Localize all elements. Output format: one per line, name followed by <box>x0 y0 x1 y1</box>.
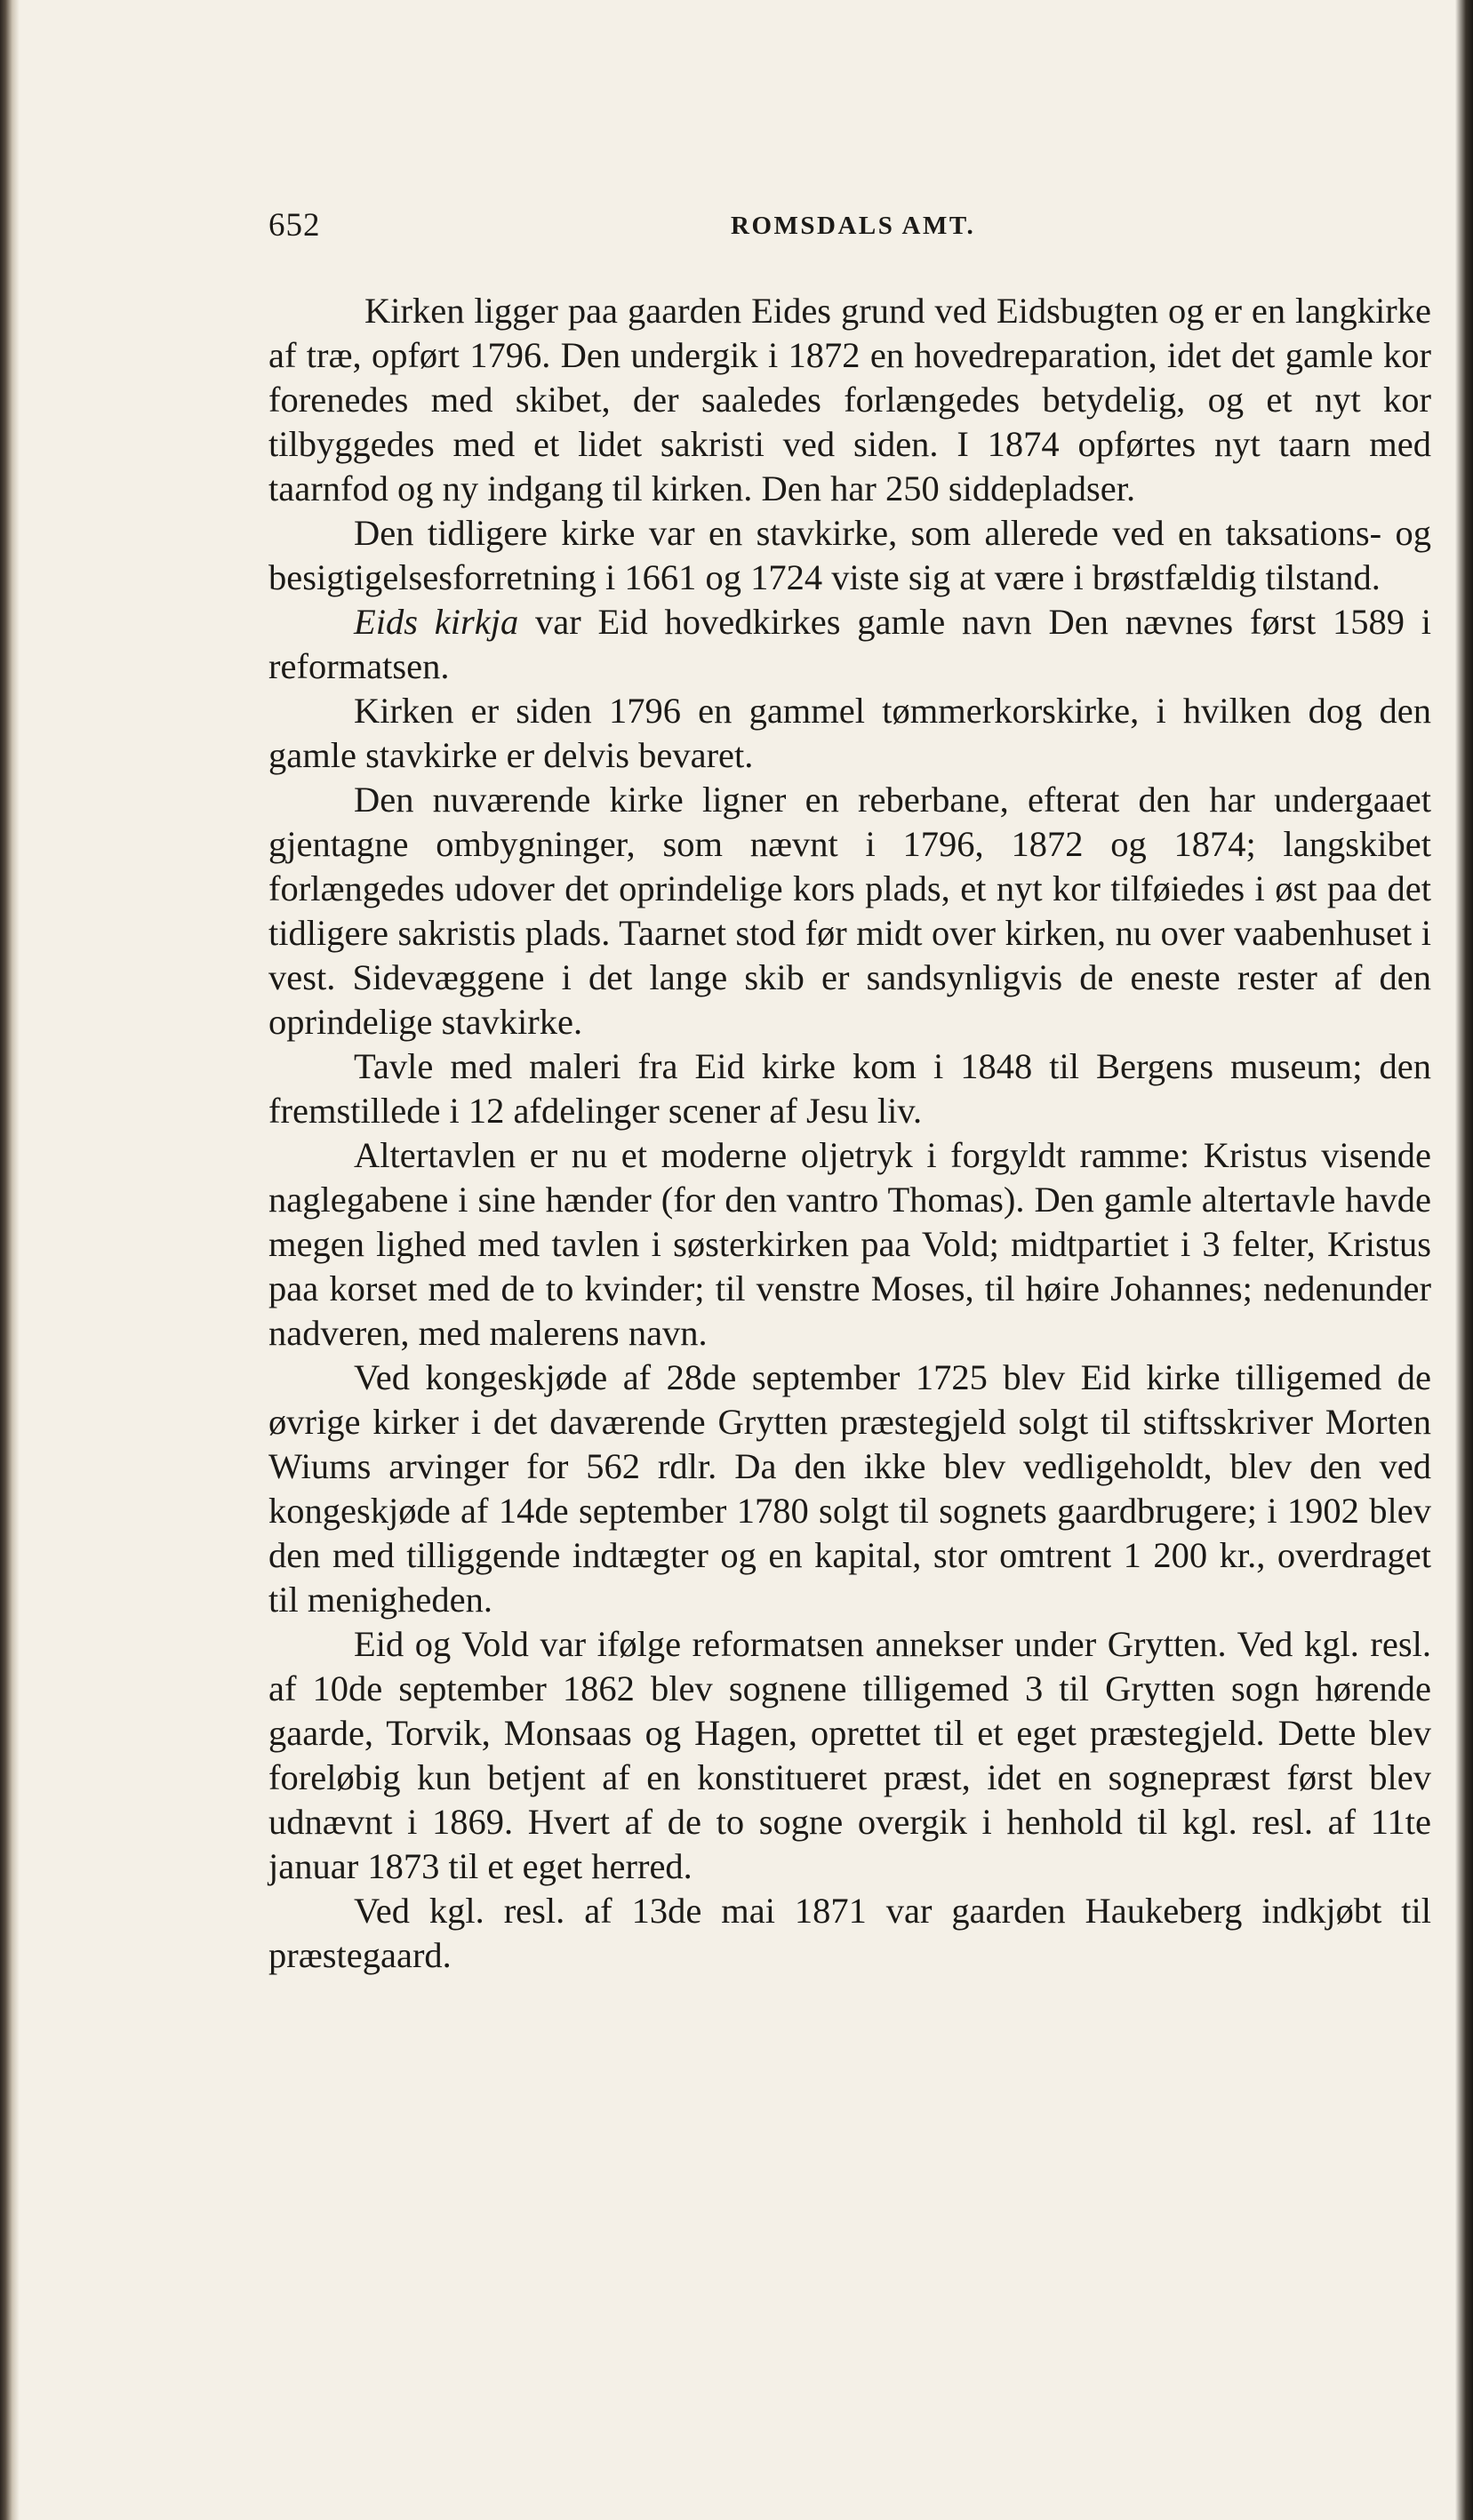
paragraph-painted-panel <box>268 1044 1431 1133</box>
paragraph-text: Den nuværende kirke ligner en reberbane, efterat den har undergaaet gjentagne ombygninger, som nævnt i 1796, 1872 og 1874; langskibet forlængedes udover det oprindelige kors plads, et nyt kor tilføiedes i øst paa det tidligere sakristis plads. Taarnet stod før midt over kirken, nu over vaabenhuset i vest. Sidevæggene i det lange skib er sandsynligvis de eneste rester af den oprindelige stavkirke. <box>268 780 1431 1042</box>
paragraph-timber-cross-church <box>268 689 1431 778</box>
paragraph-altarpiece <box>268 1133 1431 1356</box>
paragraph-text: Ved kongeskjøde af 28de september 1725 blev Eid kirke tilligemed de øvrige kirker i det daværende Grytten præstegjeld solgt til stiftsskriver Morten Wiums arvinger for 562 rdlr. Da den ikke blev vedligeholdt, blev den ved kongeskjøde af 14de september 1780 solgt til sognets gaardbrugere; i 1902 blev den med tilliggende indtægter og en kapital, stor omtrent 1 200 kr., overdraget til menigheden. <box>268 1357 1431 1620</box>
paragraph-text: Altertavlen er nu et moderne oljetryk i forgyldt ramme: Kristus visende naglegabene i sine hænder (for den vantro Thomas). Den gamle altertavle havde megen lighed med tavlen i søsterkirken paa Vold; midtpartiet i 3 felter, Kristus paa korset med de to kvinder; til venstre Moses, til høire Johannes; nedenunder nadveren, med malerens navn. <box>268 1135 1431 1353</box>
paragraph-text: Tavle med maleri fra Eid kirke kom i 1848 til Bergens museum; den fremstillede i 12 afdelinger scener af Jesu liv. <box>268 1046 1431 1131</box>
paragraph-text: Kirken ligger paa gaarden Eides grund ved Eidsbugten og er en langkirke af træ, opført 1796. Den undergik i 1872 en hovedreparation, idet det gamle kor forenedes med skibet, der saaledes forlængedes betydelig, og et nyt kor tilbyggedes med et lidet sakristi ved siden. I 1874 opførtes nyt taarn med taarnfod og ny indgang til kirken. Den har 250 siddepladser. <box>268 291 1431 508</box>
paragraph-text: Kirken er siden 1796 en gammel tømmerkorskirke, i hvilken dog den gamle stavkirke er delvis bevaret. <box>268 691 1431 775</box>
paragraph-old-name <box>268 600 1431 689</box>
running-title: ROMSDALS AMT. <box>731 212 976 240</box>
page-number: 652 <box>268 207 321 244</box>
paragraph-parish-history <box>268 1622 1431 1889</box>
paragraph-sale-history <box>268 1356 1431 1622</box>
paragraph-text: var Eid hovedkirkes gamle navn Den nævnes først 1589 i reformatsen. <box>268 602 1431 686</box>
paragraph-rectory <box>268 1889 1431 1978</box>
paragraph-former-stave-church <box>268 511 1431 600</box>
page-left-edge-shadow <box>0 0 20 2520</box>
italic-church-name: Eids kirkja <box>354 602 519 642</box>
page-right-edge-shadow <box>1455 0 1473 2520</box>
body-text <box>268 289 1431 1978</box>
paragraph-text: Eid og Vold var ifølge reformatsen annekser under Grytten. Ved kgl. resl. af 10de september 1862 blev sognene tilligemed 3 til Grytten sogn hørende gaarde, Torvik, Monsaas og Hagen, oprettet til et eget præstegjeld. Dette blev foreløbig kun betjent af en konstitueret præst, idet en sognepræst først blev udnævnt i 1869. Hvert af de to sogne overgik i henhold til kgl. resl. af 11te januar 1873 til et eget herred. <box>268 1624 1431 1886</box>
paragraph-text: Den tidligere kirke var en stavkirke, som allerede ved en taksations- og besigtigelsesforretning i 1661 og 1724 viste sig at være i brøstfældig tilstand. <box>268 513 1431 597</box>
running-header <box>268 206 1433 260</box>
paragraph-text: Ved kgl. resl. af 13de mai 1871 var gaarden Haukeberg indkjøbt til præstegaard. <box>268 1891 1431 1975</box>
paragraph-rebuilding <box>268 778 1431 1044</box>
paragraph-church-description <box>268 289 1431 511</box>
